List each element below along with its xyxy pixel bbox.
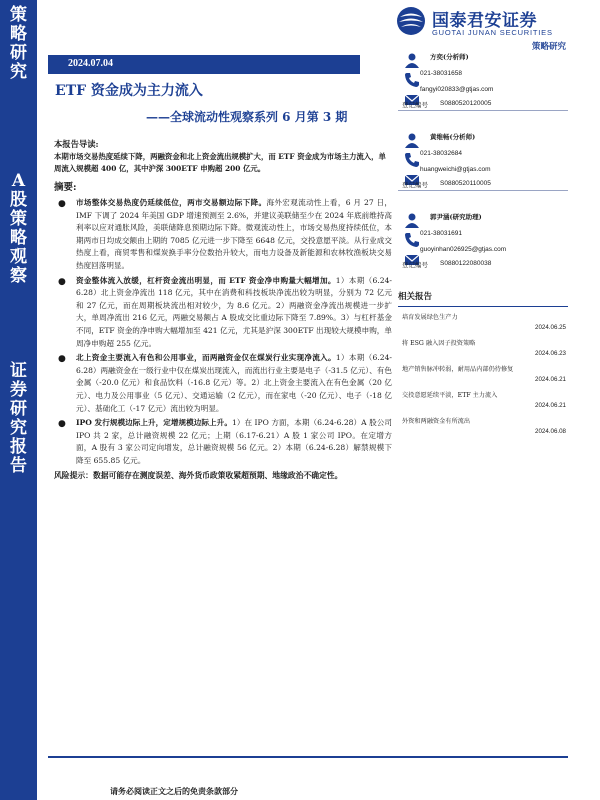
registration-label: 登记编号	[402, 181, 428, 189]
footer-disclaimer: 请务必阅读正文之后的免责条款部分	[110, 786, 238, 796]
analyst-name: 方奕(分析师)	[430, 53, 469, 61]
bullet-lead: IPO 发行规模边际上升，定增规模边际上升。	[76, 418, 232, 428]
bullet-body: 海外宏观流动性上看，6 月 27 日，IMF 下调了 2024 年美国 GDP 增速预测至 2.6%，并建议美联储至少在 2024 年底前维持高利率以应对通胀风险，美联储降息预期边际下降。微观流动性上，市场交易热度持续低位，本期两市日均成交额由上期的 7085 亿元进一步下降至 6648 亿元，交投意愿平淡。从行业成交热度上看，商贸零售和煤炭换手率分位数抬升较大，而电力设备及新能源和农林牧渔板块交易热度回落明显。	[76, 198, 393, 270]
registration-label: 登记编号	[402, 101, 428, 109]
related-report-item[interactable]	[398, 411, 568, 437]
analyst-phone: 021-38032684	[420, 150, 462, 157]
person-icon	[404, 52, 420, 68]
sidebar-char: 告	[10, 456, 27, 476]
logo-cn-text: 国泰君安证券	[432, 11, 537, 31]
related-report-title[interactable]: 地产销售脉冲转弱，耐用品内部仍待修复	[402, 366, 514, 373]
sidebar-char: 证	[10, 361, 27, 381]
related-report-date: 2024.06.21	[535, 402, 566, 409]
bullet-dot-icon: ●	[58, 419, 66, 430]
phone-icon	[404, 72, 420, 88]
bullet-lead: 资金整体流入放缓，杠杆资金流出明显，而 ETF 资金净申购量大幅增加。	[76, 275, 336, 285]
related-report-date: 2024.06.21	[535, 376, 566, 383]
guide-title: 本报告导读:	[54, 139, 99, 149]
analyst-email[interactable]: guoyinhan026925@gtjas.com	[420, 246, 507, 253]
report-date: 2024.07.04	[68, 58, 113, 69]
sidebar-label-bottom	[0, 362, 37, 476]
analyst-divider	[398, 190, 568, 191]
phone-icon	[404, 152, 420, 168]
abstract-bullet	[54, 417, 392, 467]
bullet-body: 1）本期（6.24-6.28）两融资金在一级行业中仅在煤炭出现流入，而流出行业主要是电子（-31.5 亿元）、有色金属（-20.0 亿元）和食品饮料（-16.8 亿元）等。2）北上资金主要流入在有色金属（20 亿元）、电力及公用事业（5 亿元）、交通运输（2 亿元），而在家电（-20 亿元）、电子（-18 亿元）、基础化工（-17 亿元）流出较为明显。	[76, 353, 392, 413]
sidebar-char: 研	[10, 399, 27, 419]
sidebar-char: 略	[10, 24, 27, 44]
related-report-date: 2024.06.25	[535, 324, 566, 331]
bullet-dot-icon: ●	[58, 276, 66, 287]
bullet-body: 1）本期（6.24-6.28）北上资金净流出 118 亿元，其中在消费和科技板块净流出较为明显，分别为 72 亿元和 27 亿元，而在周期板块流出相对较少，为 8.6 亿元。2）两融资金净流出规模进一步扩大，单周净流出 216 亿元，两融交易额占 A 股成交比重边际下降至 7.89%。3）与杠杆基金不同，ETF 资金的净申购大幅增加至 421 亿元，尤其是沪深 300ETF 出现较大规模申购，单周净申购超 255 亿元。	[76, 275, 392, 348]
report-type: 策略研究	[531, 42, 566, 52]
related-report-title[interactable]: 将 ESG 融入因子投资策略	[402, 340, 476, 347]
analyst-name: 黄维畅(分析师)	[430, 133, 476, 141]
sidebar-char: A	[11, 171, 26, 191]
related-report-item[interactable]	[398, 385, 568, 411]
abstract-bullet	[54, 352, 392, 415]
related-report-item[interactable]	[398, 359, 568, 385]
sidebar-char: 察	[10, 266, 27, 286]
footer-divider	[48, 756, 568, 758]
related-report-item[interactable]	[398, 307, 568, 333]
date-bar	[48, 55, 360, 74]
analyst-name: 郭尹涵(研究助理)	[430, 213, 482, 221]
related-report-date: 2024.06.08	[535, 428, 566, 435]
person-icon	[404, 212, 420, 228]
report-title: ETF 资金成为主力流入	[55, 83, 203, 99]
registration-number: S0880520110005	[440, 180, 491, 187]
sidebar-char: 略	[10, 228, 27, 248]
bullet-dot-icon: ●	[58, 199, 66, 209]
company-logo	[396, 4, 566, 44]
analyst-email[interactable]: huangweichi@gtjas.com	[420, 166, 491, 173]
bullet-lead: 市场整体交易热度仍延续低位，两市交易额边际下降。	[76, 198, 267, 207]
sidebar-char: 观	[10, 247, 27, 267]
analyst-phone: 021-38031691	[420, 230, 462, 237]
related-report-title[interactable]: 交投意愿延续平淡，ETF 主力流入	[402, 392, 498, 399]
report-subtitle: ——全球流动性观察系列 6 月第 3 期	[146, 110, 348, 124]
analyst-email[interactable]: fangyi020833@gtjas.com	[420, 86, 494, 93]
related-reports	[398, 290, 568, 437]
abstract-title: 摘要:	[54, 182, 77, 193]
related-reports-title: 相关报告	[398, 290, 568, 307]
analyst-divider	[398, 110, 568, 111]
logo-en-text: GUOTAI JUNAN SECURITIES	[432, 28, 553, 37]
related-report-date: 2024.06.23	[535, 350, 566, 357]
sidebar-char: 研	[10, 43, 27, 63]
related-report-title[interactable]: 外资和两融资金有所流出	[402, 418, 471, 425]
main-content	[54, 138, 392, 482]
sidebar-char: 报	[10, 437, 27, 457]
abstract-bullet	[54, 197, 392, 273]
sidebar-label-top	[0, 6, 37, 82]
bullet-body: 1）在 IPO 方面，本期（6.24-6.28）A 股公司 IPO 共 2 家，总计融资规模 22 亿元；上期（6.17-6.21）A 股 1 家公司 IPO。在定增方面，A 股有 3 家公司定向增发，总计融资规模 56 亿元。2）本期（6.24-6.28）解禁规模下降至 655.85 亿元。	[76, 418, 392, 465]
sidebar-char: 究	[10, 62, 27, 82]
analyst-phone: 021-38031658	[420, 70, 462, 77]
sidebar-label-mid	[0, 172, 37, 286]
sidebar-char: 策	[10, 209, 27, 229]
bullet-dot-icon: ●	[58, 354, 66, 365]
registration-number: S0880122080038	[440, 260, 492, 267]
registration-number: S0880520120005	[440, 100, 492, 107]
sidebar-char: 股	[10, 190, 27, 210]
bullet-lead: 北上资金主要流入有色和公用事业，而两融资金仅在煤炭行业实现净流入。	[76, 353, 336, 363]
abstract-bullet	[54, 275, 392, 351]
sidebar-char: 券	[10, 380, 27, 400]
logo-globe-icon	[396, 6, 426, 36]
risk-warning: 风险提示：数据可能存在测度误差、海外货币政策收紧超预期、地缘政治不确定性。	[54, 471, 343, 481]
left-sidebar	[0, 0, 37, 800]
related-report-item[interactable]	[398, 333, 568, 359]
related-report-title[interactable]: 培育发展绿色生产力	[402, 314, 458, 321]
person-icon	[404, 132, 420, 148]
guide-text: 本期市场交易热度延续下降，两融资金和北上资金流出规模扩大，而 ETF 资金成为市场主力流入，单周流入规模超 400 亿，其中沪深 300ETF 申购超 200 亿元。	[54, 152, 386, 173]
sidebar-char: 究	[10, 418, 27, 438]
registration-label: 登记编号	[402, 261, 428, 269]
sidebar-char: 策	[10, 5, 27, 25]
phone-icon	[404, 232, 420, 248]
